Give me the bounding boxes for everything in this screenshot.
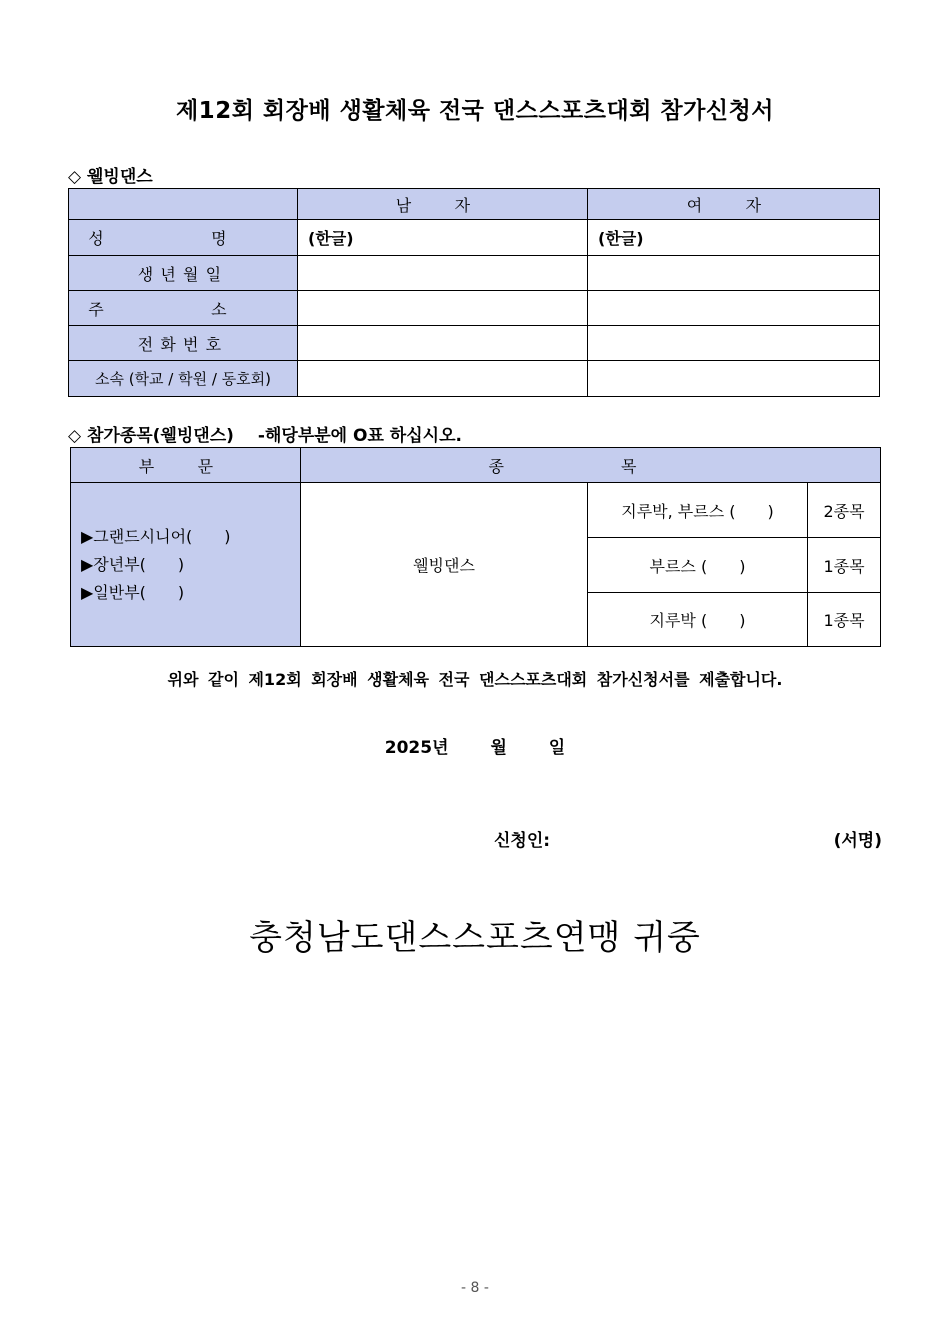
division-grand-senior[interactable]: ▶그랜드시니어( ): [81, 526, 231, 546]
female-affiliation-field[interactable]: [588, 361, 880, 397]
section-heading-events-note: -해당부분에 O표 하십시오.: [257, 426, 462, 446]
date-year[interactable]: 2025년: [384, 738, 449, 758]
section-heading-wellbeing: ◇ 웰빙댄스: [68, 167, 153, 187]
female-phone-field[interactable]: [588, 326, 880, 361]
event-selection-table: [70, 447, 881, 647]
option-jitterbug-blues[interactable]: 지루박, 부르스 ( ): [588, 483, 808, 538]
female-name-field[interactable]: (한글): [588, 220, 880, 256]
header-female: 여 자: [588, 189, 880, 220]
option-blues[interactable]: 부르스 ( ): [588, 538, 808, 593]
applicant-label: 신청인:: [494, 831, 551, 851]
option-count-1b: 1종목: [808, 593, 881, 647]
female-address-field[interactable]: [588, 291, 880, 326]
header-male: 남 자: [298, 189, 588, 220]
division-list: [71, 483, 301, 647]
section-heading-events-label: ◇ 참가종목(웰빙댄스): [68, 426, 234, 446]
signature-label: (서명): [833, 831, 882, 851]
recipient-line: 충청남도댄스스포츠연맹 귀중: [249, 918, 701, 958]
date-month[interactable]: 월: [490, 738, 507, 758]
header-division: 부 문: [71, 448, 301, 483]
header-blank-cell: [69, 189, 298, 220]
participant-info-table: [68, 188, 880, 397]
male-birthdate-field[interactable]: [298, 256, 588, 291]
row-label-address: 주 소: [69, 291, 298, 326]
option-jitterbug[interactable]: 지루박 ( ): [588, 593, 808, 647]
date-day[interactable]: 일: [548, 738, 566, 758]
page-number: - 8 -: [461, 1280, 489, 1296]
submission-statement: 위와 같이 제12회 회장배 생활체육 전국 댄스스포츠대회 참가신청서를 제출합니다.: [167, 670, 783, 689]
female-birthdate-field[interactable]: [588, 256, 880, 291]
male-phone-field[interactable]: [298, 326, 588, 361]
option-count-1a: 1종목: [808, 538, 881, 593]
row-label-name: 성 명: [69, 220, 298, 256]
row-label-phone: 전화번호: [69, 326, 298, 361]
male-address-field[interactable]: [298, 291, 588, 326]
row-label-affiliation: 소속 (학교 / 학원 / 동호회): [69, 361, 298, 397]
row-label-birthdate: 생년월일: [69, 256, 298, 291]
male-affiliation-field[interactable]: [298, 361, 588, 397]
page-title: 제12회 회장배 생활체육 전국 댄스스포츠대회 참가신청서: [175, 98, 775, 124]
section-heading-events: [68, 421, 462, 446]
option-count-2: 2종목: [808, 483, 881, 538]
male-name-field[interactable]: (한글): [298, 220, 588, 256]
division-middle-age[interactable]: ▶장년부( ): [81, 554, 185, 574]
event-name: 웰빙댄스: [301, 483, 588, 647]
header-event: 종 목: [301, 448, 881, 483]
division-general[interactable]: ▶일반부( ): [81, 582, 185, 602]
date-line: [0, 733, 950, 758]
